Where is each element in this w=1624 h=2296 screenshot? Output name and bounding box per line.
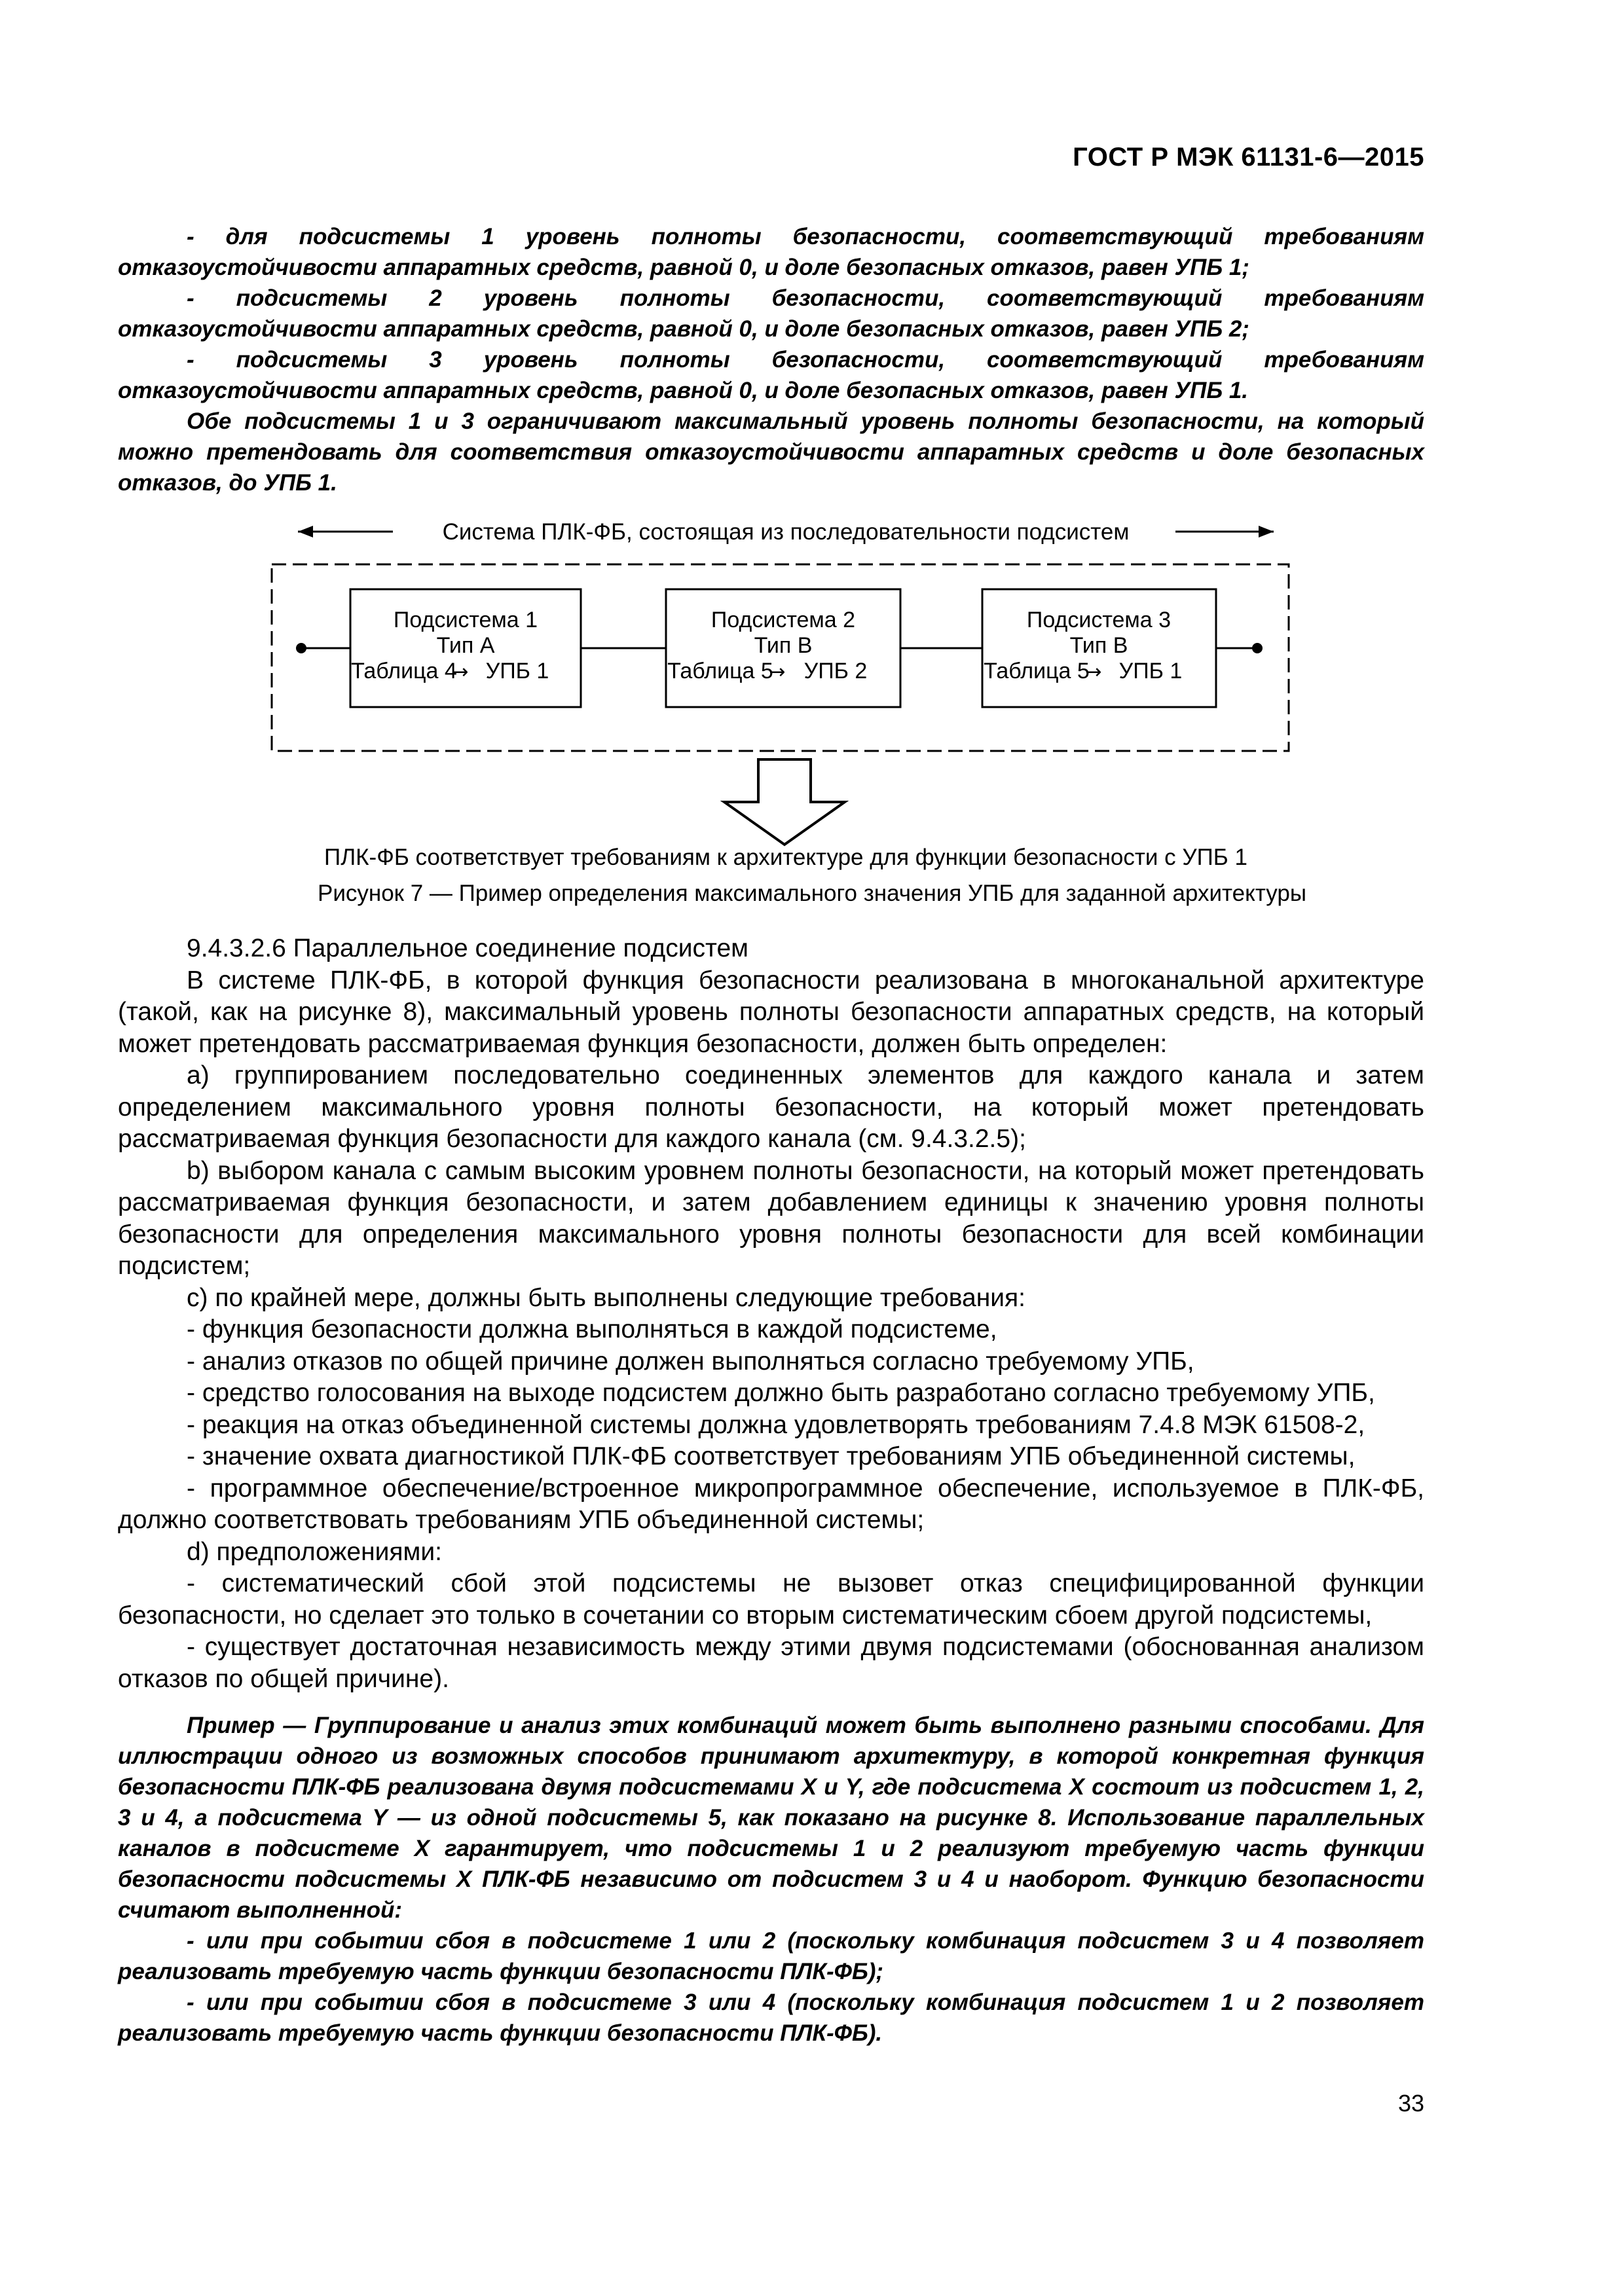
subsystem-2-table: Таблица 5 [667, 659, 773, 683]
input-terminal-icon [296, 643, 306, 653]
requirement-item: - функция безопасности должна выполняться в каждой подсистеме, [187, 1315, 997, 1343]
arrow-right-icon: → [452, 661, 469, 683]
example-item: - или при событии сбоя в подсистеме 3 или 4 (поскольку комбинация подсистем 1 и 2 позволяет реализовать требуемую часть функции безопасности ПЛК-ФБ). [118, 1990, 1424, 2046]
body-item-d: d) предположениями: [187, 1537, 442, 1566]
requirement-item: - программное обеспечение/встроенное микропрограммное обеспечение, используемое в ПЛК-ФБ, должно соответствовать требованиям УПБ объединенной системы; [118, 1474, 1424, 1534]
body-item-c: с) по крайней мере, должны быть выполнены следующие требования: [187, 1283, 1025, 1312]
architecture-diagram [0, 507, 1624, 926]
example-item: - или при событии сбоя в подсистеме 1 или 2 (поскольку комбинация подсистем 3 и 4 позволяет реализовать требуемую часть функции безопасности ПЛК-ФБ); [118, 1928, 1424, 1984]
figure-caption: Рисунок 7 — Пример определения максимального значения УПБ для заданной архитектуры [317, 881, 1306, 906]
requirement-item: - анализ отказов по общей причине должен выполняться согласно требуемому УПБ, [187, 1347, 1194, 1376]
conclusion-label: ПЛК-ФБ соответствует требованиям к архитектуре для функции безопасности с УПБ 1 [324, 845, 1247, 870]
subsystem-1-result: УПБ 1 [485, 659, 549, 683]
figure-7 [0, 507, 1624, 926]
body-item-a: а) группированием последовательно соединенных элементов для каждого канала и затем определением максимального уровня полноты безопасности, на который может претендовать рассматриваемая функция безопасности для каждого канала (см. 9.4.3.2.5); [118, 1061, 1424, 1153]
list-item-subsystem-1: - для подсистемы 1 уровень полноты безопасности, соответствующий требованиям отказоустойчивости аппаратных средств, равной 0, и доле безопасных отказов, равен УПБ 1; [118, 224, 1424, 280]
subsystem-box-2 [666, 589, 900, 707]
subsystem-3-result: УПБ 1 [1118, 659, 1183, 683]
body-paragraph: В системе ПЛК-ФБ, в которой функция безопасности реализована в многоканальной архитектуре (такой, как на рисунке 8), максимальный уровень полноты безопасности аппаратных средств, на который может претендовать рассматриваемая функция безопасности, должен быть определен: [118, 966, 1424, 1058]
example-block [118, 1710, 1424, 2049]
subsystem-box-1 [350, 589, 581, 707]
top-text-block [118, 221, 1424, 498]
subsystem-2-result: УПБ 2 [803, 659, 868, 683]
subsystem-1-table: Таблица 4 [351, 659, 457, 683]
arrow-right-icon: → [769, 661, 786, 683]
list-item-subsystem-3: - подсистемы 3 уровень полноты безопасности, соответствующий требованиям отказоустойчивости аппаратных средств, равной 0, и доле безопасных отказов, равен УПБ 1. [118, 347, 1424, 403]
conclusion-paragraph: Обе подсистемы 1 и 3 ограничивают максимальный уровень полноты безопасности, на который можно претендовать для соответствия отказоустойчивости аппаратных средств и доле безопасных отказов, до УПБ 1. [118, 409, 1424, 496]
body-item-b: b) выбором канала с самым высоким уровнем полноты безопасности, на который может претендовать рассматриваемая функция безопасности, и затем добавлением единицы к значению уровня полноты безопасности для определения максимального уровня полноты безопасности для всей комбинации подсистем; [118, 1156, 1424, 1280]
requirement-item: - средство голосования на выходе подсистем должно быть разработано согласно требуемому УПБ, [187, 1379, 1375, 1407]
subsystem-3-table: Таблица 5 [984, 659, 1090, 683]
arrow-right-icon: → [1085, 661, 1102, 683]
subsystem-3-name: Подсистема 3 [1026, 608, 1172, 632]
document-header: ГОСТ Р МЭК 61131-6—2015 [1073, 143, 1424, 172]
subsystem-2-name: Подсистема 2 [710, 608, 856, 632]
down-arrow-icon [724, 759, 845, 845]
subsystem-2-type: Тип В [754, 633, 813, 658]
subsystem-1-name: Подсистема 1 [393, 608, 538, 632]
left-arrowhead-icon [298, 526, 313, 538]
subsystem-box-3 [982, 589, 1216, 707]
requirement-item: - значение охвата диагностикой ПЛК-ФБ соответствует требованиям УПБ объединенной системы, [187, 1442, 1356, 1470]
subsystem-1-type: Тип А [436, 633, 495, 658]
list-item-subsystem-2: - подсистемы 2 уровень полноты безопасности, соответствующий требованиям отказоустойчивости аппаратных средств, равной 0, и доле безопасных отказов, равен УПБ 2; [118, 285, 1424, 342]
output-terminal-icon [1252, 643, 1263, 653]
example-paragraph: Пример — Группирование и анализ этих комбинаций может быть выполнено разными способами. Для иллюстрации одного из возможных способов принимают архитектуру, в которой конкретная функция безопасности ПЛК-ФБ реализована двумя подсистемами X и Y, где подсистема X состоит из подсистем 1, 2, 3 и 4, а подсистема Y — из одной подсистемы 5, как показано на рисунке 8. Использование параллельных каналов в подсистеме X гарантирует, что подсистемы 1 и 2 реализуют требуемую часть функции безопасности подсистемы X ПЛК-ФБ независимо от подсистем 3 и 4 и наоборот. Функцию безопасности считают выполненной: [118, 1713, 1424, 1923]
right-arrowhead-icon [1259, 526, 1274, 538]
section-heading: 9.4.3.2.6 Параллельное соединение подсистем [187, 934, 748, 962]
assumption-item: - существует достаточная независимость между этими двумя подсистемами (обоснованная анализом отказов по общей причине). [118, 1633, 1424, 1693]
body-text-block [118, 933, 1424, 1695]
assumption-item: - систематический сбой этой подсистемы не вызовет отказ специфицированной функции безопасности, но сделает это только в сочетании со вторым систематическим сбоем другой подсистемы, [118, 1569, 1424, 1630]
page-number: 33 [1397, 2090, 1424, 2117]
system-label: Система ПЛК-ФБ, состоящая из последовательности подсистем [442, 519, 1130, 545]
requirement-item: - реакция на отказ объединенной системы должна удовлетворять требованиям 7.4.8 МЭК 61508-2, [187, 1410, 1365, 1439]
subsystem-3-type: Тип В [1069, 633, 1128, 658]
